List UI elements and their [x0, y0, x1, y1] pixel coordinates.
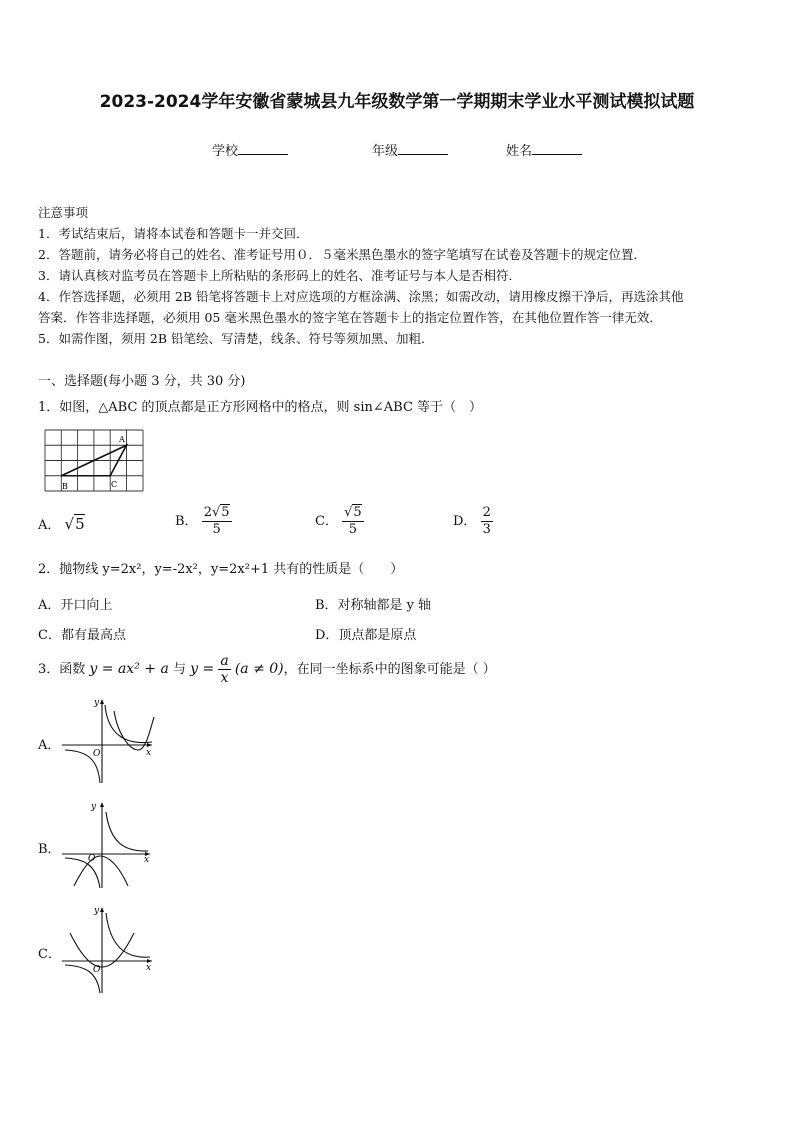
q2-option-b[interactable]: B．对称轴都是 y 轴 — [315, 598, 432, 613]
notice-item: 2．答题前，请务必将自己的姓名、准考证号用０．５毫米黑色墨水的签字笔填写在试卷及答题卡的规定位置． — [38, 247, 646, 262]
equation-2-fraction: $\frac{a}{x}$ — [220, 653, 229, 686]
q2-option-c[interactable]: C．都有最高点 — [38, 628, 126, 643]
section-heading: 一、选择题(每小题 3 分，共 30 分) — [38, 374, 246, 389]
grade-field — [372, 140, 448, 159]
fraction: $\frac{√5}{5}$ — [344, 505, 362, 537]
q3-graph-c — [60, 903, 160, 995]
q2-option-d[interactable]: D．顶点都是原点 — [315, 628, 417, 643]
origin-label: O — [93, 749, 101, 759]
fraction: $\frac{2}{3}$ — [482, 505, 491, 537]
q1-grid-figure — [44, 429, 144, 493]
notice-item: 答案．作答非选择题，必须用 05 毫米黑色墨水的签字笔在答题卡上的指定位置作答，在其他位置作答一律无效． — [38, 310, 662, 325]
name-label: 姓名 — [506, 144, 533, 159]
notice-heading: 注意事项 — [38, 205, 89, 220]
x-axis-label: x — [146, 963, 152, 973]
grade-blank[interactable] — [398, 142, 448, 155]
option-letter: D． — [453, 514, 477, 529]
name-field — [506, 140, 582, 159]
origin-label: O — [93, 965, 101, 975]
notice-item: 1．考试结束后，请将本试卷和答题卡一并交回． — [38, 226, 309, 241]
notice-item: 3．请认真核对监考员在答题卡上所粘贴的条形码上的姓名、准考证号与本人是否相符． — [38, 268, 521, 283]
q3-option-c[interactable]: C． — [38, 947, 61, 962]
equation-1: y = ax² + a — [89, 661, 169, 677]
school-label: 学校 — [212, 144, 239, 159]
q3-graph-b — [60, 798, 160, 890]
question-2-stem: 2．抛物线 y=2x²，y=-2x²，y=2x²+1 共有的性质是（ ） — [38, 562, 404, 577]
option-letter: C． — [315, 514, 338, 529]
radicand: 5 — [75, 515, 85, 533]
y-axis-label: y — [94, 906, 100, 916]
grade-label: 年级 — [372, 144, 399, 159]
x-axis-label: x — [144, 855, 150, 865]
name-blank[interactable] — [532, 142, 582, 155]
question-1-stem: 1．如图，△ABC 的顶点都是正方形网格中的格点，则 sin∠ABC 等于（ ） — [38, 400, 483, 415]
fraction: $\frac{2√5}{5}$ — [203, 505, 230, 537]
school-field — [212, 140, 288, 159]
origin-label: O — [88, 854, 96, 864]
notice-item: 5．如需作图，须用 2B 铅笔绘、写清楚，线条、符号等须加黑、加粗． — [38, 331, 434, 346]
y-axis-label: y — [94, 698, 100, 708]
y-axis-label: y — [91, 802, 97, 812]
q1-option-d[interactable] — [453, 505, 493, 538]
q3-graph-a — [60, 695, 160, 787]
q2-option-a[interactable]: A．开口向上 — [38, 598, 113, 613]
x-axis-label: x — [146, 748, 152, 758]
q1-option-b[interactable] — [175, 505, 232, 538]
q3-option-a[interactable]: A． — [38, 738, 61, 753]
option-letter: A． — [38, 518, 61, 533]
page-title: 2023-2024学年安徽省蒙城县九年级数学第一学期期末学业水平测试模拟试题 — [99, 92, 695, 112]
vertex-b-label: B — [62, 482, 68, 491]
notice-item: 4．作答选择题，必须用 2B 铅笔将答题卡上对应选项的方框涂满、涂黑；如需改动，请用橡皮擦干净后，再选涂其他 — [38, 289, 684, 304]
option-letter: B． — [175, 514, 198, 529]
vertex-c-label: C — [111, 480, 118, 489]
q3-option-b[interactable]: B． — [38, 842, 61, 857]
vertex-a-label: A — [119, 435, 125, 444]
q1-option-c[interactable] — [315, 505, 364, 538]
school-blank[interactable] — [238, 142, 288, 155]
q1-option-a[interactable]: A． √5 — [38, 515, 85, 533]
question-3-stem: 3．函数 y = ax² + a 与 y = $\frac{a}{x}$ (a ≠ 0)，在同一坐标系中的图象可能是（ ） — [38, 653, 496, 686]
